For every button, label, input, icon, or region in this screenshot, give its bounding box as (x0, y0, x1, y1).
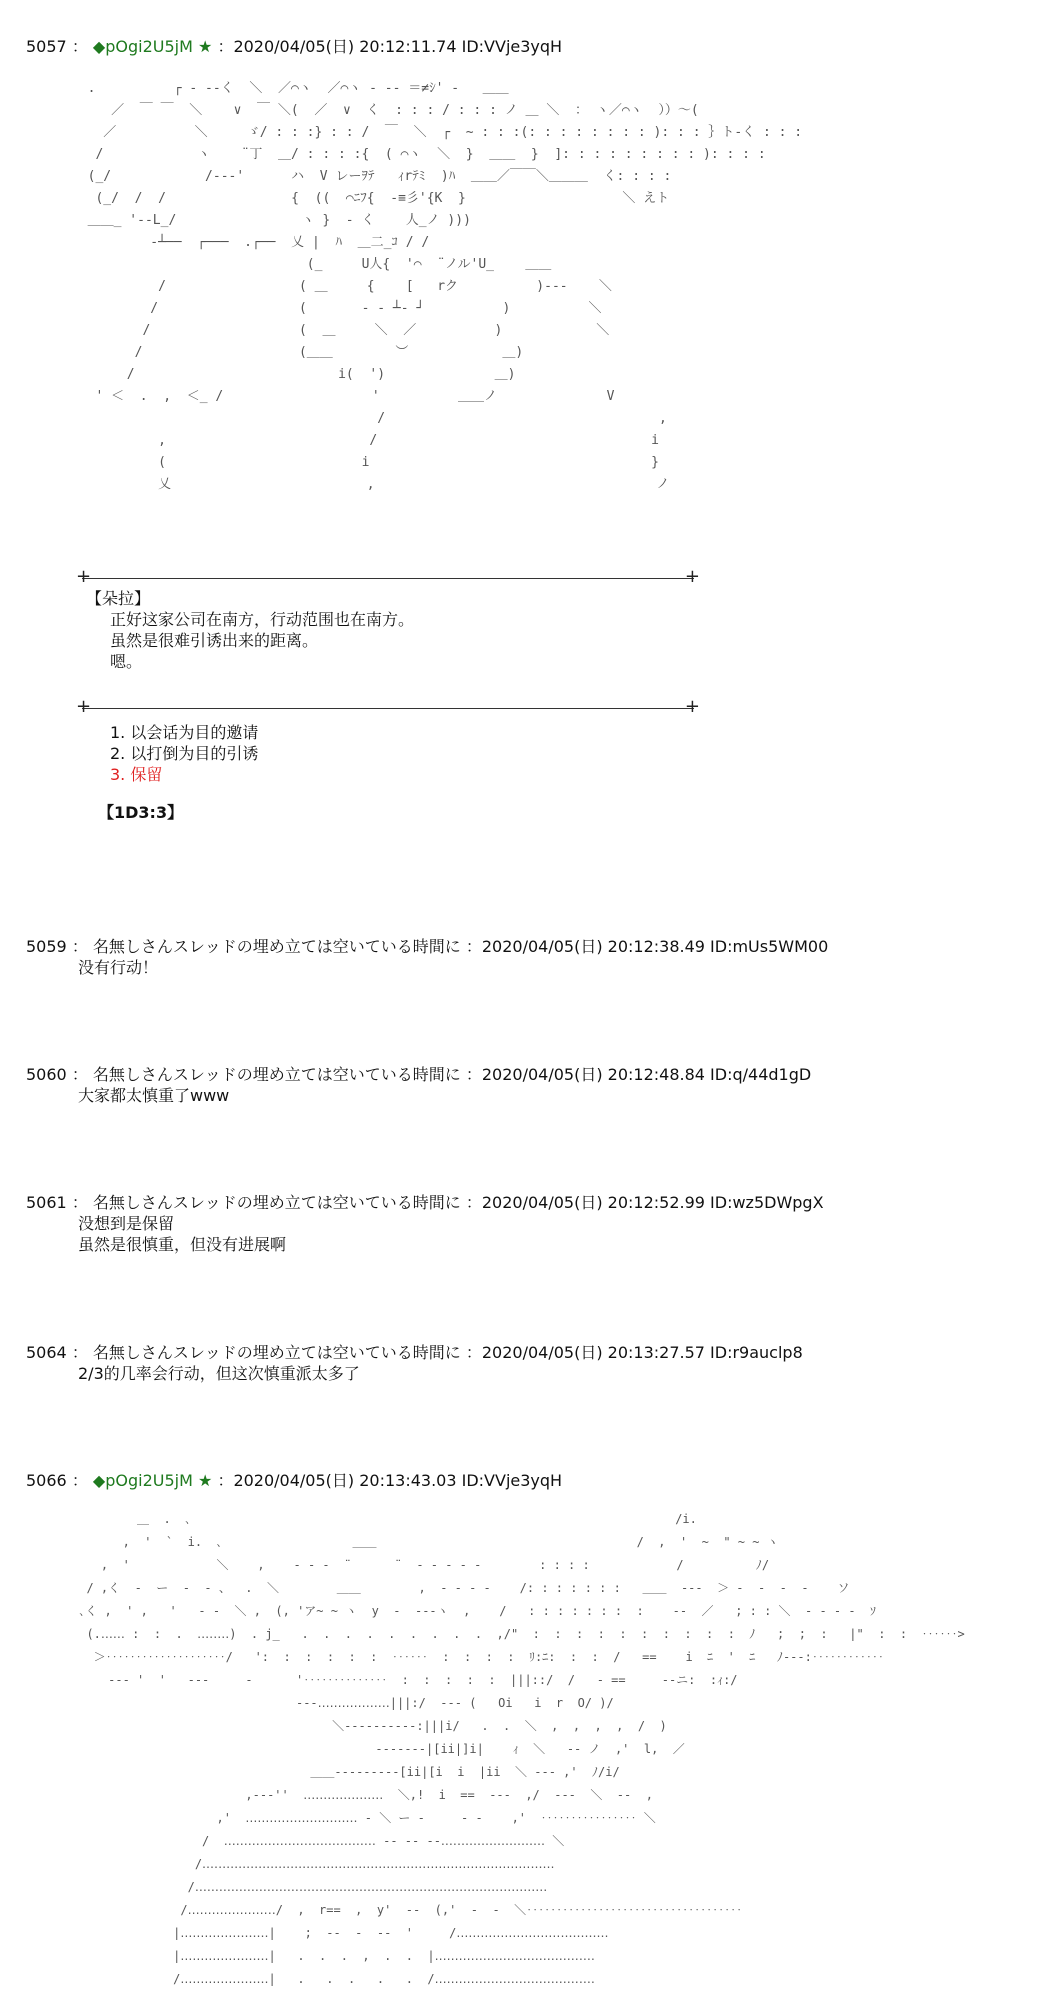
author-name: 名無しさんスレッドの埋め立ては空いている時間に (92, 1065, 461, 1084)
ascii-art: ＿ . ､ /i. , ' ` i. ､ ＿＿ / , ' ~ " ~ ~ ヽ , ' ＼ , ‐ ‐ ‐ ¨ ¨ ‐ ‐ ‐ ‐ ‐ : : : : / ﾉ/ / ,く ‐ ー ‐ ‐ 、 . ＼ ＿＿ , ‐ ‐ ‐ ‐ /: : : : : : : ＿＿ ‐‐‐ ＞ ‐ ‐ ‐ ‐ ソ ､く , ' , ' ‐ ‐ ＼ , (, 'ア~ ~ ヽ y ‐ ‐‐‐ヽ , / : : : : : : : : ‐‐ ／ ; : : ＼ ‐ ‐ ‐ ‐ ｿ (.‥‥‥ : : . ‥‥‥‥) . j_ . . . . . . . . . ,/" : : : : : : : : : : ﾉ ; ; : |" : : ‥‥‥> ＞‥‥‥‥‥‥‥‥‥‥/ ': : : : : : ‥‥‥ : : : : ﾘ:ﾆ: : : / == i ﾆ ' ﾆ ﾉ‐‐‐:‥‥‥‥‥‥ ‐‐‐ ' ' ‐‐‐ ‐ '‥‥‥‥‥‥‥ : : : : : |||::/ / ‐ == ‐‐ニ: :ｨ:/ ‐‐‐‥‥‥‥‥‥‥‥‥|||:/ ‐‐‐ ( Oi i r O/ )/ ＼‐‐‐‐‐‐‐‐‐‐:|||i/ . . ＼ , , , , / ) ‐‐‐‐‐‐‐|[ii|]i| ｨ ＼ ‐‐ ノ ,' l, ／ ＿＿‐‐‐‐‐‐‐‐‐[ii|[i i |ii ＼ ‐‐‐ ,' ﾉ/i/ ,‐‐‐'' ‥‥‥‥‥‥‥‥‥‥ ＼,! i == ‐‐‐ ,/ ‐‐‐ ＼ ‐‐ , ,' ‥‥‥‥‥‥‥‥‥‥‥‥‥‥ ‐ ＼ ー ‐ ‐ ‐ ,' ‥‥‥‥‥‥‥‥ ＼ / ‥‥‥‥‥‥‥‥‥‥‥‥‥‥‥‥‥‥‥ ‐‐ ‐‐ ‐‐‥‥‥‥‥‥‥‥‥‥‥‥‥ ＼ /‥‥‥‥‥‥‥‥‥‥‥‥‥‥‥‥‥‥‥‥‥‥‥‥‥‥‥‥‥‥‥‥‥‥‥‥‥‥‥‥‥‥‥‥ /‥‥‥‥‥‥‥‥‥‥‥‥‥‥‥‥‥‥‥‥‥‥‥‥‥‥‥‥‥‥‥‥‥‥‥‥‥‥‥‥‥‥‥‥ /‥‥‥‥‥‥‥‥‥‥‥/ , r== , y' ‐‐ (,' ‐ ‐ ＼‥‥‥‥‥‥‥‥‥‥‥‥‥‥‥‥‥‥ |‥‥‥‥‥‥‥‥‥‥‥| ; ‐‐ ‐ ‐‐ ' /‥‥‥‥‥‥‥‥‥‥‥‥‥‥‥‥‥‥‥ |‥‥‥‥‥‥‥‥‥‥‥| . . . , . . |‥‥‥‥‥‥‥‥‥‥‥‥‥‥‥‥‥‥‥‥ /‥‥‥‥‥‥‥‥‥‥‥| . . . . . /‥‥‥‥‥‥‥‥‥‥‥‥‥‥‥‥‥‥‥‥ (79, 1512, 965, 1986)
post-stamp: ：2020/04/05(日) 20:12:52.99 ID:wz5DWpgX (465, 1193, 824, 1212)
post-body: 没有行动！ (78, 958, 159, 977)
post-header: 5061 ： 名無しさんスレッドの埋め立ては空いている時間に ：2020/04/05(日) 20:12:52.99 ID:wz5DWpgX (26, 1193, 824, 1212)
post-body: 大家都太慎重了www (78, 1086, 230, 1105)
post-header: 5064 ： 名無しさんスレッドの埋め立ては空いている時間に ：2020/04/05(日) 20:13:27.57 ID:r9auclp8 (26, 1343, 803, 1362)
post-body: 虽然是很慎重，但没有进展啊 (78, 1235, 287, 1254)
post-stamp: ：2020/04/05(日) 20:13:27.57 ID:r9auclp8 (465, 1343, 803, 1362)
post-body: 2/3的几率会行动，但这次慎重派太多了 (78, 1364, 360, 1383)
author-name: 名無しさんスレッドの埋め立ては空いている時間に (92, 937, 461, 956)
post-number: 5060 (26, 1065, 67, 1084)
post-5066 (26, 1470, 562, 1491)
post-number: 5061 (26, 1193, 67, 1212)
dialogue-block (86, 588, 414, 672)
dice-result: 【1D3:3】 (98, 803, 184, 822)
option-item: 1. 以会话为目的邀请 (110, 723, 259, 742)
ascii-art: . ┌ ‐ -‐く ＼ ／⌒ヽ ／⌒ヽ ‐ -‐ ＝≠ｼ' ‐ ＿＿ ／ ￣ ￣ ＼ ∨ ￣ ＼( ／ ∨ く : : : / : : : ノ ＿ ＼ ： ヽ／⌒ヽ ））～( ／ ＼ ゞ/ : : :} : : / ￣ ＼ ┌ ~ : : :(: : : : : : : : ): : : ｝ト‐く : : : / ヽ ¨丁 ＿/ : : : :{ ( ⌒ヽ ＼ } ＿＿ } ]: : : : : : : : : ): : : : (_/ /‐‐‐' ハ V レーｦﾃ ｨrﾃﾐ )ﾊ ＿＿／￣￣＼＿＿＿ く: : : : (_/ / / { (( ⌒ﾆﾌ{ ‐≡彡'{K } ＼ えト ＿＿_ '‐-L_/ ヽ } ‐ く 人_ノ ))) ‐┴── ┌─── .┌── 乂 | ﾊ ＿二_ｺ / / (_ U人{ '⌒ ¨ノル'U_ ＿＿ / ( ＿ { [ rク )‐‐‐ ＼ / ( ‐ ‐ ┴‐ ┘ ) ＼ / ( ＿ ＼ ／ ) ＼ / (＿＿ ︶ ＿) / i( ') ＿) ' ＜ . , ＜_ / ' ＿＿ノ V / , , / i ( i } 乂 , ノ (87, 81, 803, 492)
post-header: 5060 ： 名無しさんスレッドの埋め立ては空いている時間に ：2020/04/05(日) 20:12:48.84 ID:q/44d1gD (26, 1065, 812, 1084)
post-number: 5064 (26, 1343, 67, 1362)
author-name: 名無しさんスレッドの埋め立ては空いている時間に (92, 1193, 461, 1212)
options-list (110, 722, 258, 785)
option-item-selected: 3. 保留 (110, 765, 163, 784)
post-stamp: ：2020/04/05(日) 20:12:48.84 ID:q/44d1gD (465, 1065, 812, 1084)
author-name: 名無しさんスレッドの埋め立ては空いている時間に (92, 1343, 461, 1362)
post-body: 没想到是保留 (78, 1214, 175, 1233)
post-stamp: ：2020/04/05(日) 20:13:43.03 ID:VVje3yqH (217, 1471, 563, 1490)
divider (82, 578, 694, 579)
post-stamp: ：2020/04/05(日) 20:12:38.49 ID:mUs5WM00 (465, 937, 829, 956)
dialogue-line: 虽然是很难引诱出来的距离。 (110, 631, 319, 650)
post-number: 5057 (26, 37, 67, 56)
post-5061 (26, 1192, 824, 1255)
post-number: 5066 (26, 1471, 67, 1490)
dialogue-line: 正好这家公司在南方，行动范围也在南方。 (110, 610, 415, 629)
post-5060 (26, 1064, 811, 1106)
post-header: 5059 ： 名無しさんスレッドの埋め立ては空いている時間に ：2020/04/05(日) 20:12:38.49 ID:mUs5WM00 (26, 937, 829, 956)
option-item: 2. 以打倒为目的引诱 (110, 744, 259, 763)
divider (82, 708, 694, 709)
post-header: 5066 ： ◆pOgi2U5jM ★ ：2020/04/05(日) 20:13:43.03 ID:VVje3yqH (26, 1471, 563, 1490)
author-trip[interactable]: ◆pOgi2U5jM (92, 1471, 193, 1490)
post-number: 5059 (26, 937, 67, 956)
post-5057 (26, 36, 562, 57)
author-trip[interactable]: ◆pOgi2U5jM (92, 37, 193, 56)
star-icon: ★ (198, 37, 213, 56)
post-5059 (26, 936, 828, 978)
post-header: 5057 ： ◆pOgi2U5jM ★ ：2020/04/05(日) 20:12:11.74 ID:VVje3yqH (26, 37, 563, 56)
speaker-label: 【朵拉】 (86, 589, 151, 608)
dialogue-line: 嗯。 (110, 652, 143, 671)
star-icon: ★ (198, 1471, 213, 1490)
post-stamp: ：2020/04/05(日) 20:12:11.74 ID:VVje3yqH (217, 37, 563, 56)
post-5064 (26, 1342, 803, 1384)
